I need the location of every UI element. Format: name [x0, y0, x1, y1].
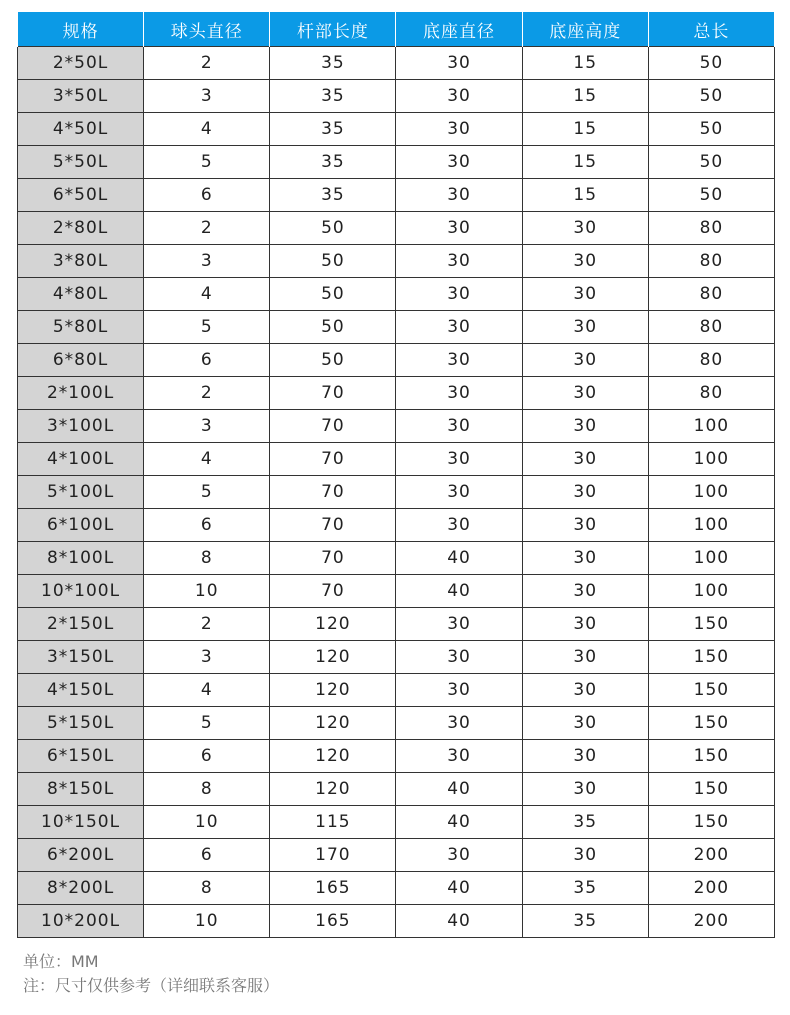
- cell-spec: 2*80L: [18, 212, 144, 245]
- table-row: [18, 773, 775, 806]
- table-row: [18, 905, 775, 938]
- cell-ball-diameter: 4: [144, 443, 270, 476]
- cell-rod-length: 70: [270, 410, 396, 443]
- cell-base-diameter: 40: [396, 773, 522, 806]
- cell-spec: 6*100L: [18, 509, 144, 542]
- cell-total-length: 80: [648, 344, 774, 377]
- cell-base-height: 15: [522, 47, 648, 80]
- cell-total-length: 100: [648, 410, 774, 443]
- cell-base-diameter: 30: [396, 509, 522, 542]
- cell-base-height: 15: [522, 146, 648, 179]
- table-row: [18, 806, 775, 839]
- cell-rod-length: 35: [270, 80, 396, 113]
- cell-total-length: 150: [648, 773, 774, 806]
- table-row: [18, 476, 775, 509]
- cell-spec: 8*200L: [18, 872, 144, 905]
- cell-rod-length: 70: [270, 542, 396, 575]
- cell-base-diameter: 30: [396, 344, 522, 377]
- cell-spec: 3*50L: [18, 80, 144, 113]
- cell-base-diameter: 30: [396, 641, 522, 674]
- cell-spec: 5*80L: [18, 311, 144, 344]
- cell-base-diameter: 30: [396, 740, 522, 773]
- cell-base-diameter: 30: [396, 179, 522, 212]
- table-row: [18, 47, 775, 80]
- cell-total-length: 200: [648, 872, 774, 905]
- table-row: [18, 212, 775, 245]
- table-row: [18, 311, 775, 344]
- table-row: [18, 113, 775, 146]
- cell-ball-diameter: 3: [144, 641, 270, 674]
- cell-ball-diameter: 3: [144, 245, 270, 278]
- table-body: [18, 47, 775, 938]
- cell-base-height: 15: [522, 80, 648, 113]
- cell-spec: 5*50L: [18, 146, 144, 179]
- header-ball-diameter: 球头直径: [144, 12, 270, 47]
- cell-base-diameter: 40: [396, 872, 522, 905]
- table-row: [18, 245, 775, 278]
- table-row: [18, 410, 775, 443]
- cell-base-height: 30: [522, 773, 648, 806]
- table-row: [18, 278, 775, 311]
- table-row: [18, 146, 775, 179]
- cell-base-height: 30: [522, 575, 648, 608]
- table-row: [18, 740, 775, 773]
- cell-base-diameter: 30: [396, 839, 522, 872]
- cell-ball-diameter: 8: [144, 542, 270, 575]
- cell-base-height: 30: [522, 278, 648, 311]
- cell-base-height: 30: [522, 377, 648, 410]
- cell-ball-diameter: 4: [144, 278, 270, 311]
- cell-base-height: 30: [522, 542, 648, 575]
- cell-total-length: 150: [648, 641, 774, 674]
- table-row: [18, 641, 775, 674]
- cell-rod-length: 170: [270, 839, 396, 872]
- cell-spec: 5*100L: [18, 476, 144, 509]
- header-base-height: 底座高度: [522, 12, 648, 47]
- table-row: [18, 872, 775, 905]
- table-row: [18, 542, 775, 575]
- cell-base-diameter: 30: [396, 443, 522, 476]
- cell-rod-length: 50: [270, 212, 396, 245]
- cell-base-height: 30: [522, 839, 648, 872]
- table-row: [18, 608, 775, 641]
- cell-spec: 4*100L: [18, 443, 144, 476]
- cell-spec: 10*100L: [18, 575, 144, 608]
- cell-ball-diameter: 6: [144, 839, 270, 872]
- cell-base-height: 30: [522, 674, 648, 707]
- cell-base-height: 30: [522, 410, 648, 443]
- cell-base-diameter: 40: [396, 806, 522, 839]
- cell-ball-diameter: 2: [144, 608, 270, 641]
- cell-ball-diameter: 10: [144, 575, 270, 608]
- cell-spec: 4*80L: [18, 278, 144, 311]
- cell-base-diameter: 40: [396, 905, 522, 938]
- cell-rod-length: 50: [270, 245, 396, 278]
- cell-spec: 8*150L: [18, 773, 144, 806]
- cell-rod-length: 115: [270, 806, 396, 839]
- cell-rod-length: 120: [270, 707, 396, 740]
- cell-base-diameter: 30: [396, 476, 522, 509]
- table-row: [18, 344, 775, 377]
- cell-base-height: 35: [522, 806, 648, 839]
- cell-ball-diameter: 8: [144, 872, 270, 905]
- cell-total-length: 150: [648, 707, 774, 740]
- cell-spec: 3*80L: [18, 245, 144, 278]
- cell-base-diameter: 30: [396, 707, 522, 740]
- cell-rod-length: 70: [270, 443, 396, 476]
- cell-total-length: 100: [648, 542, 774, 575]
- unit-note: 单位：MM: [23, 952, 99, 971]
- cell-rod-length: 70: [270, 476, 396, 509]
- cell-rod-length: 120: [270, 773, 396, 806]
- cell-ball-diameter: 10: [144, 806, 270, 839]
- cell-ball-diameter: 3: [144, 410, 270, 443]
- cell-ball-diameter: 2: [144, 377, 270, 410]
- cell-base-diameter: 30: [396, 113, 522, 146]
- cell-base-height: 15: [522, 113, 648, 146]
- cell-spec: 4*50L: [18, 113, 144, 146]
- cell-spec: 5*150L: [18, 707, 144, 740]
- cell-ball-diameter: 6: [144, 179, 270, 212]
- cell-rod-length: 70: [270, 377, 396, 410]
- cell-base-height: 30: [522, 245, 648, 278]
- cell-total-length: 50: [648, 80, 774, 113]
- cell-spec: 2*50L: [18, 47, 144, 80]
- cell-ball-diameter: 10: [144, 905, 270, 938]
- cell-total-length: 100: [648, 443, 774, 476]
- cell-base-height: 30: [522, 212, 648, 245]
- cell-base-height: 30: [522, 443, 648, 476]
- cell-spec: 2*150L: [18, 608, 144, 641]
- cell-total-length: 80: [648, 311, 774, 344]
- cell-rod-length: 50: [270, 344, 396, 377]
- cell-ball-diameter: 4: [144, 113, 270, 146]
- cell-base-height: 35: [522, 905, 648, 938]
- table-row: [18, 509, 775, 542]
- cell-total-length: 80: [648, 377, 774, 410]
- cell-ball-diameter: 3: [144, 80, 270, 113]
- table-row: [18, 377, 775, 410]
- cell-total-length: 200: [648, 905, 774, 938]
- cell-spec: 8*100L: [18, 542, 144, 575]
- cell-spec: 4*150L: [18, 674, 144, 707]
- header-total-length: 总长: [648, 12, 774, 47]
- table-row: [18, 443, 775, 476]
- cell-total-length: 80: [648, 245, 774, 278]
- cell-total-length: 100: [648, 476, 774, 509]
- cell-base-diameter: 30: [396, 212, 522, 245]
- cell-ball-diameter: 5: [144, 707, 270, 740]
- header-base-diameter: 底座直径: [396, 12, 522, 47]
- table-row: [18, 80, 775, 113]
- table-row: [18, 839, 775, 872]
- cell-base-height: 30: [522, 311, 648, 344]
- table-row: [18, 707, 775, 740]
- cell-base-diameter: 30: [396, 278, 522, 311]
- cell-spec: 3*150L: [18, 641, 144, 674]
- cell-total-length: 150: [648, 674, 774, 707]
- cell-spec: 10*200L: [18, 905, 144, 938]
- table-row: [18, 575, 775, 608]
- cell-spec: 10*150L: [18, 806, 144, 839]
- cell-total-length: 200: [648, 839, 774, 872]
- cell-base-height: 30: [522, 707, 648, 740]
- cell-base-diameter: 40: [396, 542, 522, 575]
- cell-rod-length: 70: [270, 575, 396, 608]
- cell-ball-diameter: 5: [144, 476, 270, 509]
- cell-base-diameter: 30: [396, 674, 522, 707]
- cell-spec: 6*50L: [18, 179, 144, 212]
- cell-base-height: 30: [522, 509, 648, 542]
- cell-total-length: 80: [648, 212, 774, 245]
- cell-ball-diameter: 4: [144, 674, 270, 707]
- cell-base-height: 30: [522, 641, 648, 674]
- cell-rod-length: 165: [270, 872, 396, 905]
- cell-base-diameter: 30: [396, 608, 522, 641]
- cell-base-diameter: 30: [396, 80, 522, 113]
- disclaimer-note: 注：尺寸仅供参考（详细联系客服）: [23, 976, 280, 995]
- cell-ball-diameter: 6: [144, 344, 270, 377]
- cell-rod-length: 35: [270, 179, 396, 212]
- cell-base-height: 35: [522, 872, 648, 905]
- cell-spec: 6*200L: [18, 839, 144, 872]
- cell-rod-length: 70: [270, 509, 396, 542]
- cell-total-length: 50: [648, 47, 774, 80]
- cell-ball-diameter: 6: [144, 509, 270, 542]
- cell-base-diameter: 30: [396, 311, 522, 344]
- cell-base-diameter: 30: [396, 377, 522, 410]
- cell-rod-length: 35: [270, 47, 396, 80]
- cell-rod-length: 120: [270, 740, 396, 773]
- cell-rod-length: 35: [270, 146, 396, 179]
- cell-rod-length: 50: [270, 278, 396, 311]
- cell-rod-length: 50: [270, 311, 396, 344]
- cell-ball-diameter: 8: [144, 773, 270, 806]
- cell-base-height: 30: [522, 608, 648, 641]
- cell-rod-length: 35: [270, 113, 396, 146]
- cell-total-length: 50: [648, 113, 774, 146]
- table-row: [18, 179, 775, 212]
- notes: [23, 950, 279, 998]
- cell-rod-length: 120: [270, 608, 396, 641]
- header-rod-length: 杆部长度: [270, 12, 396, 47]
- cell-rod-length: 120: [270, 674, 396, 707]
- cell-total-length: 150: [648, 608, 774, 641]
- cell-base-diameter: 40: [396, 575, 522, 608]
- cell-total-length: 150: [648, 740, 774, 773]
- cell-rod-length: 165: [270, 905, 396, 938]
- cell-ball-diameter: 2: [144, 212, 270, 245]
- cell-rod-length: 120: [270, 641, 396, 674]
- cell-ball-diameter: 5: [144, 146, 270, 179]
- header-spec: 规格: [18, 12, 144, 47]
- spec-table: [17, 12, 775, 938]
- table-header: [18, 12, 775, 47]
- cell-total-length: 80: [648, 278, 774, 311]
- cell-base-height: 30: [522, 344, 648, 377]
- cell-base-height: 15: [522, 179, 648, 212]
- cell-total-length: 150: [648, 806, 774, 839]
- cell-spec: 6*150L: [18, 740, 144, 773]
- cell-total-length: 50: [648, 179, 774, 212]
- cell-total-length: 50: [648, 146, 774, 179]
- cell-base-height: 30: [522, 740, 648, 773]
- cell-base-diameter: 30: [396, 245, 522, 278]
- cell-ball-diameter: 6: [144, 740, 270, 773]
- cell-spec: 2*100L: [18, 377, 144, 410]
- cell-base-diameter: 30: [396, 410, 522, 443]
- header-row: [18, 12, 775, 47]
- table-row: [18, 674, 775, 707]
- cell-spec: 3*100L: [18, 410, 144, 443]
- cell-total-length: 100: [648, 575, 774, 608]
- cell-total-length: 100: [648, 509, 774, 542]
- cell-ball-diameter: 2: [144, 47, 270, 80]
- cell-spec: 6*80L: [18, 344, 144, 377]
- cell-ball-diameter: 5: [144, 311, 270, 344]
- cell-base-height: 30: [522, 476, 648, 509]
- cell-base-diameter: 30: [396, 47, 522, 80]
- cell-base-diameter: 30: [396, 146, 522, 179]
